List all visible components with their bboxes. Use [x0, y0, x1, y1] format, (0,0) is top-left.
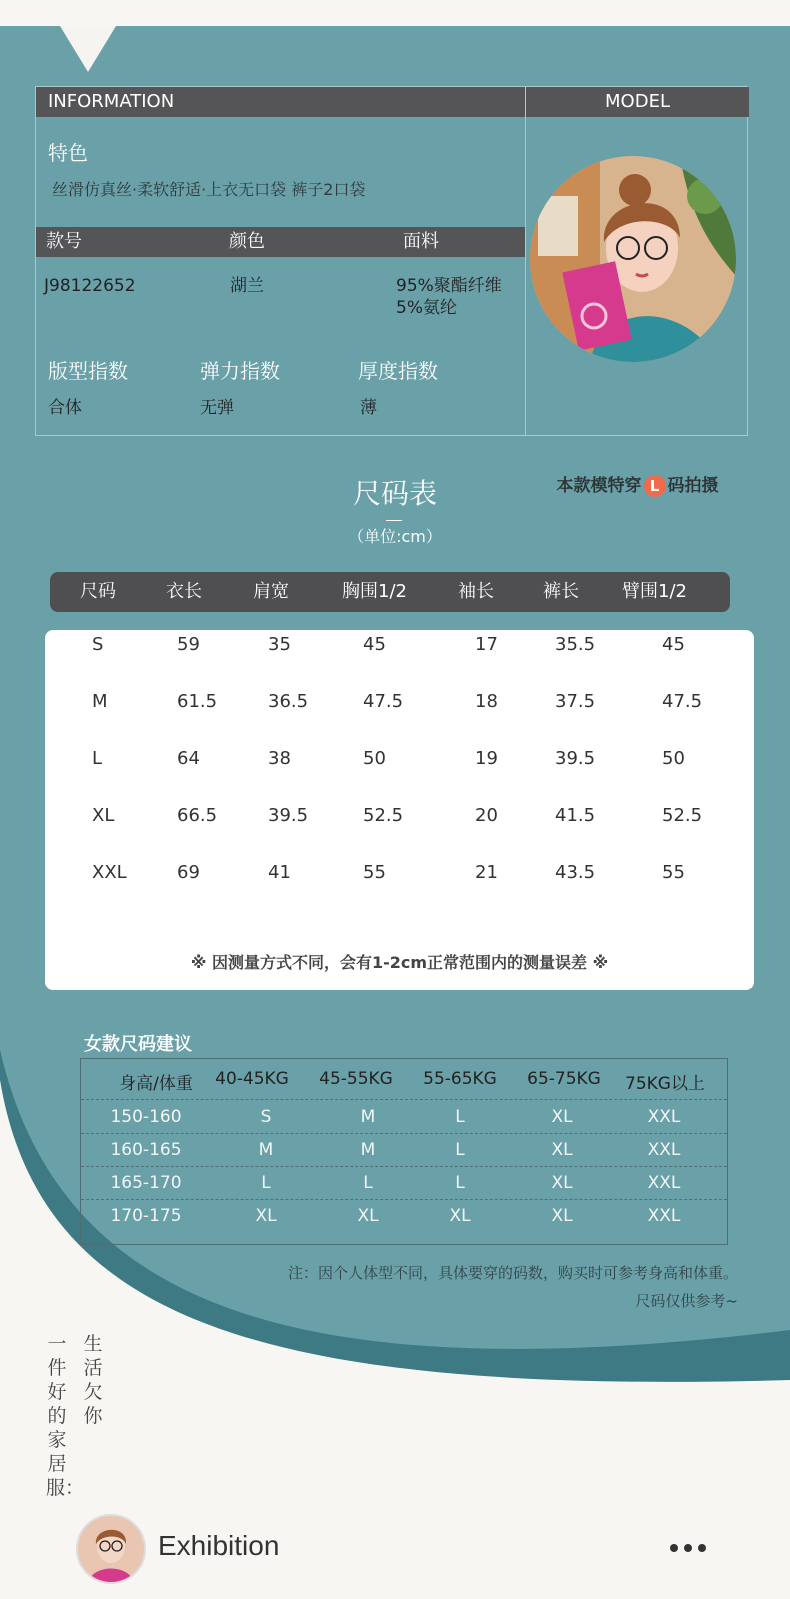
rec-cell: L: [455, 1140, 465, 1160]
size-cell: 37.5: [555, 691, 596, 712]
size-cell: 21: [475, 862, 498, 883]
rec-cell: XXL: [647, 1173, 681, 1193]
size-cell: 38: [268, 748, 291, 769]
measurement-note: ※ 因测量方式不同，会有1-2cm正常范围内的测量误差 ※: [190, 953, 609, 972]
recommendation-title: 女款尺码建议: [84, 1034, 192, 1055]
model-caption: 本款模特穿 L 码拍摄: [556, 476, 719, 496]
style-no-label: 款号: [46, 231, 82, 252]
size-cell: 59: [177, 634, 200, 655]
rec-cell: 165-170: [110, 1173, 182, 1193]
rec-cell: XL: [449, 1206, 471, 1226]
size-cell: XL: [92, 805, 115, 826]
feature-title: 特色: [48, 141, 88, 165]
size-cell: 52.5: [363, 805, 404, 826]
size-cell: 19: [475, 748, 498, 769]
rec-header-cell: 40-45KG: [215, 1069, 289, 1089]
body-type-note: 注：因个人体型不同，具体要穿的码数，购买时可参考身高和体重。: [287, 1264, 738, 1282]
rec-header-cell: 身高/体重: [119, 1074, 193, 1094]
size-cell: 45: [662, 634, 685, 655]
spec-header: [36, 227, 525, 257]
size-cell: 35.5: [555, 634, 596, 655]
size-chart-unit: （单位:cm）: [348, 527, 442, 546]
size-cell: 43.5: [555, 862, 596, 883]
rec-cell: 160-165: [110, 1140, 182, 1160]
rec-header-cell: 55-65KG: [423, 1069, 497, 1089]
rec-cell: XL: [551, 1140, 573, 1160]
size-chart-table: [45, 630, 754, 990]
header-cell: 袖长: [458, 581, 494, 602]
title-dash: [386, 520, 402, 521]
size-cell: 55: [662, 862, 685, 883]
rec-cell: L: [363, 1173, 373, 1193]
rec-cell: M: [360, 1107, 376, 1127]
header-cell: 衣长: [166, 581, 202, 602]
slogan-column-2: 生活欠你: [83, 1333, 103, 1427]
model-header: MODEL: [526, 87, 749, 117]
size-cell: 39.5: [268, 805, 309, 826]
size-cell: 36.5: [268, 691, 309, 712]
size-cell: 52.5: [662, 805, 703, 826]
size-cell: 45: [363, 634, 386, 655]
size-cell: 41: [268, 862, 291, 883]
size-chart-title: 尺码表: [352, 477, 437, 510]
size-cell: 47.5: [662, 691, 703, 712]
avatar: [76, 1514, 146, 1584]
fit-index-value: 合体: [48, 398, 82, 418]
fabric-value-1: 95%聚酯纤维: [396, 276, 502, 296]
stretch-index-value: 无弹: [200, 398, 234, 418]
size-cell: 18: [475, 691, 498, 712]
rec-cell: XXL: [647, 1206, 681, 1226]
rec-cell: L: [455, 1107, 465, 1127]
header-cell: 尺码: [80, 581, 116, 602]
exhibition-title: Exhibition: [158, 1530, 280, 1561]
reference-note: 尺码仅供参考~: [635, 1292, 738, 1310]
fabric-label: 面料: [403, 231, 439, 252]
rec-cell: S: [260, 1107, 272, 1127]
size-cell: XXL: [92, 862, 127, 883]
model-photo: [530, 156, 736, 362]
rec-cell: XL: [551, 1206, 573, 1226]
size-cell: 35: [268, 634, 291, 655]
rec-cell: M: [360, 1140, 376, 1160]
header-cell: 裤长: [543, 581, 579, 602]
rec-cell: L: [261, 1173, 271, 1193]
size-cell: S: [92, 634, 104, 655]
more-icon[interactable]: [670, 1538, 710, 1558]
size-cell: 39.5: [555, 748, 596, 769]
size-cell: 69: [177, 862, 200, 883]
style-no-value: J98122652: [44, 276, 136, 296]
size-cell: 55: [363, 862, 386, 883]
rec-cell: 150-160: [110, 1107, 182, 1127]
slogan-column-1: 一件好的家居服：: [46, 1333, 85, 1499]
feature-text: 丝滑仿真丝·柔软舒适·上衣无口袋 裤子2口袋: [52, 180, 366, 199]
thickness-index-title: 厚度指数: [358, 359, 438, 383]
size-cell: 17: [475, 634, 498, 655]
rec-cell: XL: [255, 1206, 277, 1226]
rec-header-cell: 45-55KG: [319, 1069, 393, 1089]
size-cell: 50: [662, 748, 685, 769]
rec-cell: XXL: [647, 1140, 681, 1160]
header-cell: 臂围1/2: [622, 581, 687, 602]
header-cell: 肩宽: [253, 581, 289, 602]
rec-header-cell: 65-75KG: [527, 1069, 601, 1089]
rec-cell: 170-175: [110, 1206, 182, 1226]
header-cell: 胸围1/2: [342, 581, 407, 602]
size-chart-header: [50, 572, 730, 612]
fabric-value-2: 5%氨纶: [396, 298, 457, 318]
color-value: 湖兰: [230, 276, 264, 296]
size-cell: 64: [177, 748, 200, 769]
stretch-index-title: 弹力指数: [200, 359, 280, 383]
fit-index-title: 版型指数: [48, 359, 128, 383]
size-cell: 50: [363, 748, 386, 769]
color-label: 颜色: [229, 231, 265, 252]
rec-cell: XXL: [647, 1107, 681, 1127]
rec-cell: L: [455, 1173, 465, 1193]
size-cell: 61.5: [177, 691, 218, 712]
size-cell: 66.5: [177, 805, 218, 826]
rec-header-cell: 75KG以上: [625, 1074, 705, 1094]
size-cell: M: [92, 691, 108, 712]
rec-cell: M: [258, 1140, 274, 1160]
size-cell: 20: [475, 805, 498, 826]
size-l-badge: L: [644, 475, 666, 497]
recommendation-table: [80, 1058, 728, 1245]
size-cell: 47.5: [363, 691, 404, 712]
thickness-index-value: 薄: [360, 398, 377, 418]
size-cell: L: [92, 748, 103, 769]
rec-cell: XL: [357, 1206, 379, 1226]
size-cell: 41.5: [555, 805, 596, 826]
rec-cell: XL: [551, 1107, 573, 1127]
notch-decoration: [60, 26, 116, 72]
information-header: INFORMATION: [36, 87, 525, 117]
rec-cell: XL: [551, 1173, 573, 1193]
